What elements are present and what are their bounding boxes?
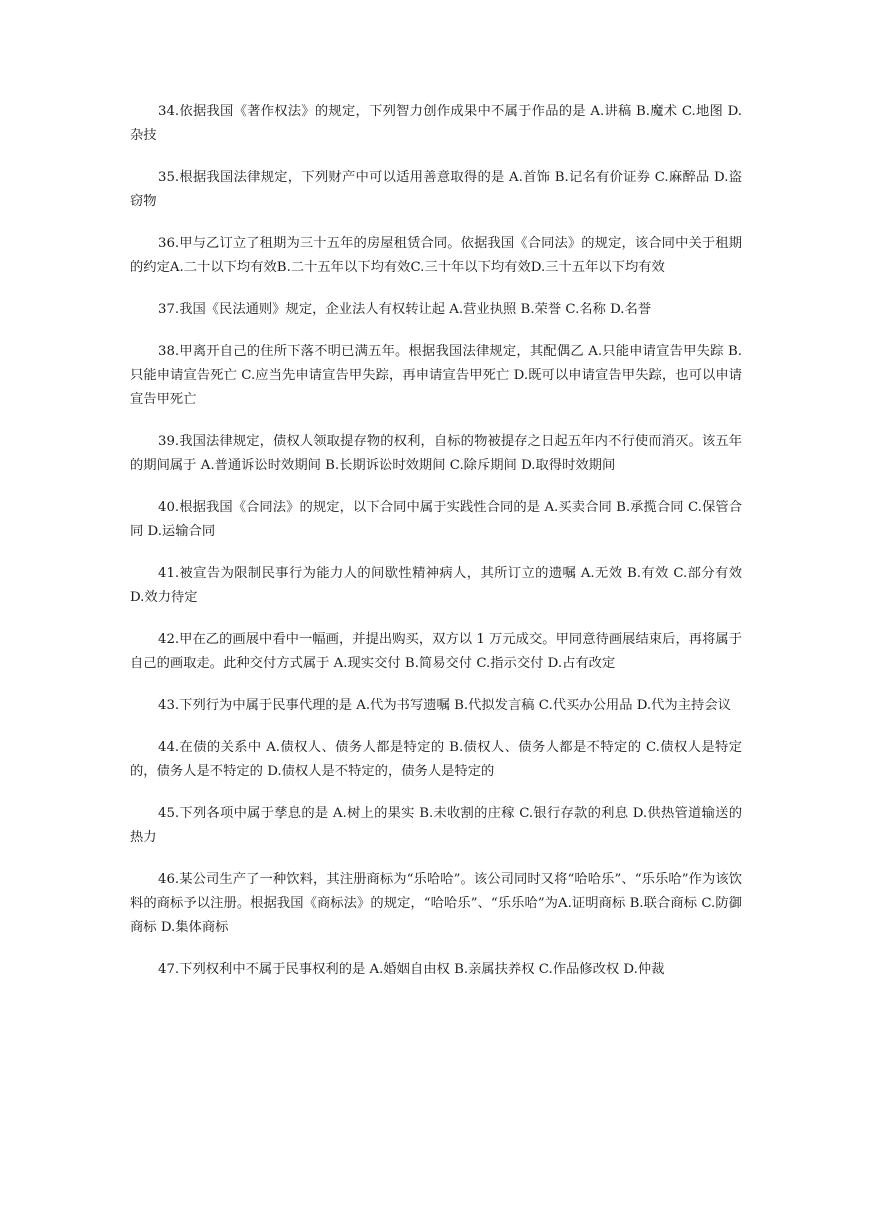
question-37: 37.我国《民法通则》规定，企业法人有权转让起 A.营业执照 B.荣誉 C.名称 D.名誉 — [158, 302, 652, 317]
question-34: 34.依据我国《著作权法》的规定，下列智力创作成果中不属于作品的是 A.讲稿 B.魔术 C.地图 D.杂技 — [130, 104, 742, 143]
question-38: 38.甲离开自己的住所下落不明已满五年。根据我国法律规定，其配偶乙 A.只能申请宣告甲失踪 B.只能申请宣告死亡 C.应当先申请宣告甲失踪，再申请宣告甲死亡 D.既可以申请宣告甲失踪，也可以申请宣告甲死亡 — [130, 344, 742, 407]
question-35: 35.根据我国法律规定，下列财产中可以适用善意取得的是 A.首饰 B.记名有价证券 C.麻醉品 D.盗窃物 — [130, 170, 742, 209]
question-39: 39.我国法律规定，债权人领取提存物的权利，自标的物被提存之日起五年内不行使而消灭。该五年的期间属于 A.普通诉讼时效期间 B.长期诉讼时效期间 C.除斥期间 D.取得时效期间 — [130, 434, 742, 473]
document-page — [130, 100, 742, 1000]
question-45: 45.下列各项中属于孳息的是 A.树上的果实 B.未收割的庄稼 C.银行存款的利息 D.供热管道输送的热力 — [130, 806, 742, 845]
question-44: 44.在债的关系中 A.债权人、债务人都是特定的 B.债权人、债务人都是不特定的 C.债权人是特定的，债务人是不特定的 D.债权人是不特定的，债务人是特定的 — [130, 740, 742, 779]
question-47: 47.下列权利中不属于民事权利的是 A.婚姻自由权 B.亲属扶养权 C.作品修改权 D.仲裁 — [158, 962, 665, 977]
question-41: 41.被宣告为限制民事行为能力人的间歇性精神病人，其所订立的遗嘱 A.无效 B.有效 C.部分有效 D.效力待定 — [130, 566, 742, 605]
question-36: 36.甲与乙订立了租期为三十五年的房屋租赁合同。依据我国《合同法》的规定，该合同中关于租期的约定A.二十以下均有效B.二十五年以下均有效C.三十年以下均有效D.三十五年以下均有效 — [130, 236, 742, 275]
question-42: 42.甲在乙的画展中看中一幅画，并提出购买，双方以 1 万元成交。甲同意待画展结束后，再将属于自己的画取走。此种交付方式属于 A.现实交付 B.简易交付 C.指示交付 D.占有改定 — [130, 632, 742, 671]
question-43: 43.下列行为中属于民事代理的是 A.代为书写遗嘱 B.代拟发言稿 C.代买办公用品 D.代为主持会议 — [158, 698, 731, 713]
question-40: 40.根据我国《合同法》的规定，以下合同中属于实践性合同的是 A.买卖合同 B.承揽合同 C.保管合同 D.运输合同 — [130, 500, 742, 539]
question-46: 46.某公司生产了一种饮料，其注册商标为“乐哈哈”。该公司同时又将“哈哈乐”、“乐乐哈”作为该饮料的商标予以注册。根据我国《商标法》的规定，“哈哈乐”、“乐乐哈”为A.证明商标 B.联合商标 C.防御商标 D.集体商标 — [130, 872, 742, 935]
